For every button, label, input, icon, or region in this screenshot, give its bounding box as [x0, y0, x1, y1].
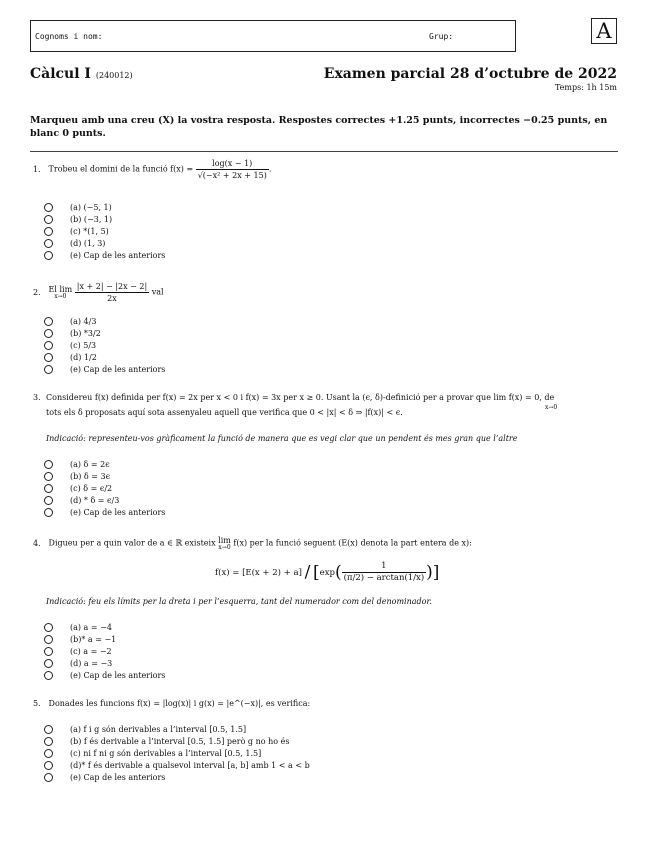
- option-row[interactable]: [44, 772, 310, 784]
- answer-checkbox[interactable]: [44, 203, 53, 212]
- question-5: [33, 698, 623, 710]
- option-row[interactable]: [44, 226, 165, 238]
- option-row[interactable]: [44, 471, 165, 483]
- question-2: [33, 281, 623, 304]
- option-label: (e) Cap de les anteriors: [70, 773, 166, 782]
- option-label: (d) a = −3: [70, 659, 113, 668]
- option-label: (d)* f és derivable a qualsevol interval [a, b] amb 1 < a < b: [70, 761, 310, 770]
- fraction: [342, 561, 427, 584]
- answer-checkbox[interactable]: [44, 508, 53, 517]
- question-number: 2.: [33, 287, 41, 297]
- answer-checkbox[interactable]: [44, 251, 53, 260]
- answer-checkbox[interactable]: [44, 635, 53, 644]
- answer-checkbox[interactable]: [44, 496, 53, 505]
- limit-subscript: x→0: [545, 404, 558, 411]
- question-number: 4.: [33, 538, 41, 548]
- option-row[interactable]: [44, 238, 165, 250]
- option-label: (a) δ = 2ϵ: [70, 460, 110, 469]
- option-label: (c) ni f ni g són derivables a l’interval [0.5, 1.5]: [70, 749, 262, 758]
- formula-paren: ): [426, 562, 433, 583]
- answer-checkbox[interactable]: [44, 623, 53, 632]
- question-text: Donades les funcions f(x) = |log(x)| i g(x) = |e^(−x)|, es verifica:: [48, 699, 311, 708]
- option-row[interactable]: [44, 622, 165, 634]
- option-label: (b) (−3, 1): [70, 215, 113, 224]
- limit-subscript: x→0: [54, 293, 67, 300]
- question-number: 5.: [33, 699, 41, 708]
- question-2-options: [44, 316, 165, 376]
- option-label: (e) Cap de les anteriors: [70, 671, 166, 680]
- question-text-cont: tots els δ proposats aquí sota assenyaleu aquell que verifica que 0 < |x| < δ ⇒ |f(x)| < ϵ.: [46, 408, 403, 417]
- answer-checkbox[interactable]: [44, 365, 53, 374]
- answer-checkbox[interactable]: [44, 329, 53, 338]
- answer-checkbox[interactable]: [44, 472, 53, 481]
- question-3-hint: Indicació: representeu-vos gràficament la funció de manera que es vegi clar que un pendent és mes gran que l’altre: [46, 434, 518, 443]
- question-1-options: [44, 202, 165, 262]
- course-name: Càlcul I: [30, 66, 91, 82]
- option-row[interactable]: [44, 634, 165, 646]
- option-label: (d) * δ = ϵ/3: [70, 496, 120, 505]
- answer-checkbox[interactable]: [44, 460, 53, 469]
- option-row[interactable]: [44, 495, 165, 507]
- option-label: (c) a = −2: [70, 647, 112, 656]
- fraction-denominator: (π/2) − arctan(1/x): [343, 573, 425, 583]
- question-suffix: val: [151, 287, 164, 297]
- time-limit: Temps: 1h 15m: [554, 83, 617, 92]
- answer-checkbox[interactable]: [44, 484, 53, 493]
- formula-slash: /: [304, 562, 311, 583]
- option-label: (a) a = −4: [70, 623, 112, 632]
- answer-checkbox[interactable]: [44, 317, 53, 326]
- option-label: (e) Cap de les anteriors: [70, 508, 166, 517]
- fraction: [196, 158, 269, 181]
- formula-bracket: [: [313, 562, 320, 583]
- question-suffix: .: [268, 164, 272, 174]
- limit-label: lim: [218, 536, 231, 545]
- exam-title: Examen parcial 28 d’octubre de 2022: [323, 66, 617, 82]
- formula-lhs: f(x) = [E(x + 2) + a]: [215, 568, 302, 578]
- question-5-options: [44, 724, 310, 784]
- option-label: (b) f és derivable a l’interval [0.5, 1.5] però g no ho és: [70, 737, 290, 746]
- question-4: [33, 536, 623, 551]
- answer-checkbox[interactable]: [44, 647, 53, 656]
- option-label: (e) Cap de les anteriors: [70, 365, 166, 374]
- question-1: [33, 158, 623, 181]
- question-text: Considereu f(x) definida per f(x) = 2x per x < 0 i f(x) = 3x per x ≥ 0. Usant la (ϵ, δ)-definició per a provar que lim f(x) = 0, de: [46, 393, 555, 402]
- question-4-hint: Indicació: feu els límits per la dreta i per l’esquerra, tant del numerador com del denominador.: [46, 597, 432, 606]
- limit-label: El lim: [48, 285, 73, 294]
- option-row[interactable]: [44, 658, 165, 670]
- option-row[interactable]: [44, 214, 165, 226]
- group-label: Grup:: [429, 32, 454, 41]
- option-row[interactable]: [44, 724, 310, 736]
- question-4-options: [44, 622, 165, 682]
- version-letter: A: [591, 18, 617, 44]
- option-row[interactable]: [44, 316, 165, 328]
- answer-checkbox[interactable]: [44, 749, 53, 758]
- answer-checkbox[interactable]: [44, 737, 53, 746]
- fraction-denominator: √(−x² + 2x + 15): [197, 171, 267, 180]
- answer-checkbox[interactable]: [44, 659, 53, 668]
- name-group-box: [30, 20, 516, 52]
- formula-exp: exp: [319, 568, 335, 578]
- option-row[interactable]: [44, 352, 165, 364]
- option-row[interactable]: [44, 250, 165, 262]
- option-label: (d) (1, 3): [70, 239, 106, 248]
- name-label: Cognoms i nom:: [35, 32, 103, 41]
- option-row[interactable]: [44, 748, 310, 760]
- answer-checkbox[interactable]: [44, 773, 53, 782]
- limit: [218, 536, 231, 551]
- option-row[interactable]: [44, 760, 310, 772]
- option-row[interactable]: [44, 340, 165, 352]
- option-row[interactable]: [44, 507, 165, 519]
- formula-paren: (: [334, 562, 342, 583]
- answer-checkbox[interactable]: [44, 761, 53, 770]
- formula-bracket: ]: [432, 562, 440, 583]
- option-label: (a) 4/3: [70, 317, 97, 326]
- option-label: (c) δ = ϵ/2: [70, 484, 113, 493]
- option-row[interactable]: [44, 328, 165, 340]
- fraction-denominator: 2x: [107, 294, 117, 303]
- fraction-numerator: |x + 2| − |2x − 2|: [76, 282, 148, 291]
- fraction-numerator: 1: [342, 561, 427, 573]
- question-3-options: [44, 459, 165, 519]
- option-row[interactable]: [44, 364, 165, 376]
- instructions: Marqueu amb una creu (X) la vostra resposta. Respostes correctes +1.25 punts, incorrectes −0.25 punts, en blanc 0 punts.: [30, 115, 608, 139]
- question-text: Digueu per a quin valor de a ∈ ℝ existeix: [48, 538, 216, 548]
- option-label: (a) (−5, 1): [70, 203, 112, 212]
- option-label: (b) *3/2: [70, 329, 101, 338]
- question-text-cont: f(x) per la funció seguent (E(x) denota la part entera de x):: [233, 538, 472, 548]
- question-4-formula: [215, 561, 439, 584]
- fraction: [75, 281, 149, 304]
- answer-checkbox[interactable]: [44, 239, 53, 248]
- option-row[interactable]: [44, 646, 165, 658]
- answer-checkbox[interactable]: [44, 671, 53, 680]
- question-text: Trobeu el domini de la funció f(x) =: [48, 164, 194, 174]
- option-label: (b) δ = 3ϵ: [70, 472, 111, 481]
- option-row[interactable]: [44, 736, 310, 748]
- divider: [30, 151, 618, 152]
- answer-checkbox[interactable]: [44, 725, 53, 734]
- option-row[interactable]: [44, 670, 165, 682]
- answer-checkbox[interactable]: [44, 215, 53, 224]
- option-label: (c) *(1, 5): [70, 227, 109, 236]
- course-code: (240012): [95, 71, 133, 80]
- question-number: 3.: [33, 393, 41, 402]
- option-label: (d) 1/2: [70, 353, 97, 362]
- option-label: (c) 5/3: [70, 341, 97, 350]
- question-3: [33, 392, 623, 419]
- option-row[interactable]: [44, 202, 165, 214]
- limit: [49, 285, 73, 300]
- answer-checkbox[interactable]: [44, 341, 53, 350]
- answer-checkbox[interactable]: [44, 353, 53, 362]
- limit-subscript: x→0: [218, 544, 231, 551]
- option-label: (e) Cap de les anteriors: [70, 251, 166, 260]
- question-number: 1.: [33, 164, 41, 174]
- course-title: [30, 66, 133, 82]
- answer-checkbox[interactable]: [44, 227, 53, 236]
- option-row[interactable]: [44, 459, 165, 471]
- option-label: (b)* a = −1: [70, 635, 117, 644]
- option-label: (a) f i g són derivables a l’interval [0.5, 1.5]: [70, 725, 247, 734]
- option-row[interactable]: [44, 483, 165, 495]
- fraction-numerator: log(x − 1): [196, 158, 269, 170]
